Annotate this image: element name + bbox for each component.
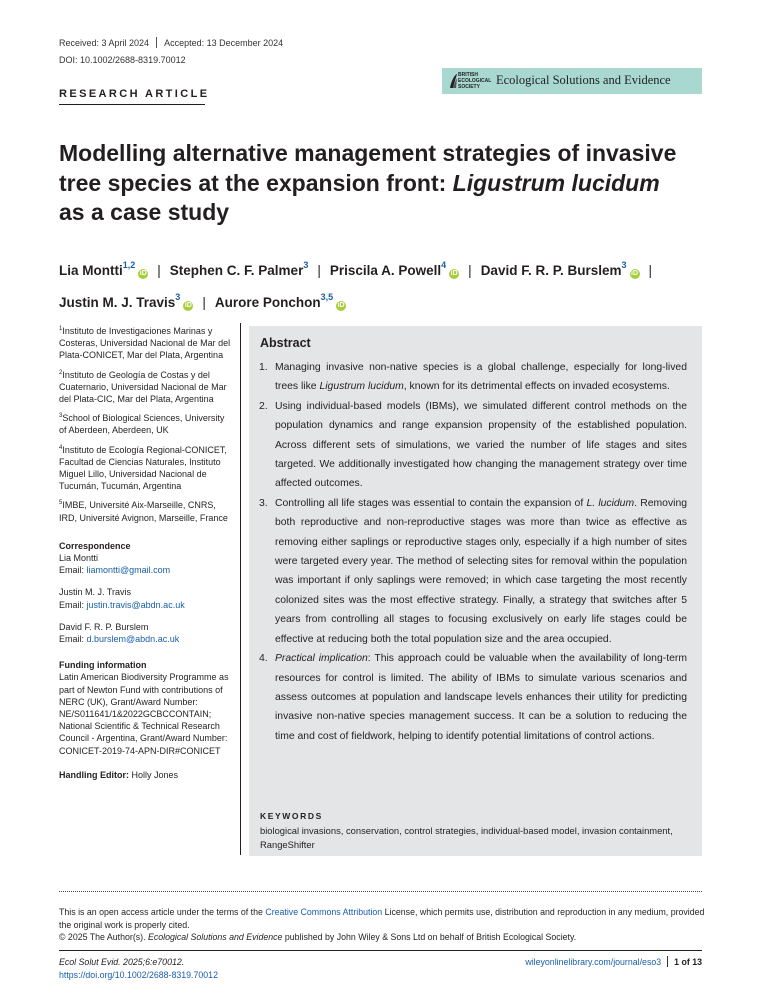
author-affiliation[interactable]: 4 [441,260,447,270]
author-name: Priscila A. Powell [329,263,442,278]
abstract-item-number: 4. [259,653,268,665]
author-affiliation[interactable]: 3 [303,260,309,270]
email-label: Email: [59,599,87,610]
copyright-journal: Ecological Solutions and Evidence [147,932,283,942]
affiliation-text: Instituto de Geología de Costas y del Cuaternario, Universidad Nacional de Mar del Plata-CIC, Mar del Plata, Argentina [59,369,227,405]
abstract-item-number: 3. [259,497,268,509]
contact-name: Justin M. J. Travis [59,587,132,598]
abstract-emphasis: Ligustrum lucidum [319,381,404,393]
author-separator: | [157,263,161,278]
journal-name: Ecological Solutions and Evidence [496,73,671,87]
keywords-heading: KEYWORDS [260,811,323,821]
affiliation-text: IMBE, Université Aix-Marseille, CNRS, IRD, Université Avignon, Marseille, France [59,500,228,523]
journal-banner[interactable] [442,68,702,94]
orcid-icon[interactable]: iD [450,270,458,277]
author[interactable] [329,260,459,278]
affiliation-number: 1 [59,326,63,332]
license-text: License, which permits use, distribution and reproduction in any medium, provided the original work is properly cited. [59,907,705,930]
abstract-heading: Abstract [260,336,311,350]
received-date: Received: 3 April 2024 [59,38,150,48]
abstract-box [249,326,702,856]
abstract-list [259,358,687,746]
abstract-text: : This approach could be valuable when the availability of long-term resources for control is limited. The ability of IBMs to simulate various scenarios and assess outcomes at population and landscape levels enhances their utility for predicting invasive non-native species management success. It can be a solution to reducing the time and cost of fieldwork, helping to identify potential limitations of control actions. [275,653,687,742]
contact-name: Lia Montti [59,553,99,564]
author-affiliation[interactable]: 3,5 [320,292,334,302]
author-affiliation[interactable]: 1,2 [122,260,136,270]
abstract-emphasis: L. lucidum [586,497,635,509]
affiliation-number: 3 [59,413,63,420]
contact-name: David F. R. P. Burslem [59,621,149,632]
spacer [59,611,234,621]
author-name: Justin M. J. Travis [59,295,176,310]
abstract-item [259,494,687,649]
contact-email-row [59,599,234,611]
license-divider [59,891,702,892]
article-doi: DOI: 10.1002/2688-8319.70012 [59,55,186,65]
affiliation [59,497,234,523]
email-link[interactable]: liamontti@gmail.com [86,565,171,576]
author[interactable] [59,260,148,278]
abstract-item [259,358,687,397]
contact-email-row [59,633,234,645]
bes-logo-text: BRITISH ECOLOGICAL SOCIETY [458,72,492,90]
journal-url-link[interactable]: wileyonlinelibrary.com/journal/eso3 [525,957,662,967]
keywords-text: biological invasions, conservation, control strategies, individual-based model, invasion containment, RangeShifter [260,825,673,850]
abstract-item [259,649,687,746]
article-title [59,139,679,228]
affiliation-text: Instituto de Investigaciones Marinas y Costeras, Universidad Nacional de Mar del Plata-CONICET, Mar del Plata, Argentina [59,326,231,361]
email-link[interactable]: d.burslem@abdn.ac.uk [86,634,180,645]
author-separator: | [202,295,206,310]
affiliation [59,410,234,436]
sidebar-info [59,323,234,781]
footer-journal-block [500,956,702,969]
license-notice [59,906,709,944]
email-label: Email: [59,634,87,645]
abstract-text: Managing invasive non-native species is a global challenge, especially for long-lived trees like [275,362,687,393]
affiliation-text: Instituto de Ecología Regional-CONICET, Facultad de Ciencias Naturales, Instituto Miguel Lillo, Universidad Nacional de Tucumán, Tucumán, Argentina [59,444,227,492]
cc-license-link[interactable]: Creative Commons Attribution [265,907,383,917]
footer-rule [59,950,702,951]
funding-heading: Funding information [59,660,147,671]
affiliation [59,442,234,493]
author-name: Aurore Ponchon [214,295,321,310]
author-separator: | [648,263,653,278]
author-affiliation[interactable]: 3 [621,260,627,270]
title-part-1: Modelling alternative management strategies of invasive tree species at the expansion front: [59,140,677,196]
handling-editor-label: Handling Editor: [59,769,129,780]
license-text: This is an open access article under the terms of the [59,907,266,917]
affiliation-number: 4 [59,444,63,451]
author[interactable] [169,260,309,278]
abstract-text: Using individual-based models (IBMs), we simulated different control methods on the population dynamics and range expansion propensity of the established population. Across different sets of simulations, we varied the number of life stages and sites targeted. We additionally investigated how changing the management strategy over time affected outcomes. [275,400,687,490]
abstract-text: Controlling all life stages was essential to contain the expansion of [275,497,587,509]
handling-editor-name: Holly Jones [129,769,179,780]
affiliation-text: School of Biological Sciences, University of Aberdeen, Aberdeen, UK [59,413,225,436]
abstract-text: , known for its detrimental effects on invaded ecosystems. [403,381,670,393]
page-number: 1 of 13 [674,957,702,967]
author-name: Stephen C. F. Palmer [169,263,304,278]
author[interactable] [480,260,640,278]
footer-citation: Ecol Solut Evid. 2025;6:e70012. [59,957,185,967]
contact-email-row [59,564,234,576]
affiliation-number: 2 [59,369,63,376]
article-type-rule [59,104,205,105]
title-part-2: as a case study [59,199,230,225]
affiliation [59,367,234,406]
email-label: Email: [59,565,87,576]
author-affiliation[interactable]: 3 [175,292,181,302]
orcid-icon[interactable]: iD [184,302,192,309]
article-dates [59,37,283,48]
abstract-item [259,397,687,494]
author-name: David F. R. P. Burslem [480,263,622,278]
spacer [59,576,234,586]
funding-text: Latin American Biodiversity Programme as part of Newton Fund with contributions of NERC (UK), Grant/Award Number: NE/S011641/1&2022GCBCCONTAIN; National Scientific & Technical Research Council - Argentina, Grant/Award Number: CONICET-2019-74-APN-DIR#CONICET [59,672,229,756]
author[interactable] [214,292,346,310]
author[interactable] [59,292,193,310]
accepted-date: Accepted: 13 December 2024 [164,38,284,48]
author-separator: | [468,263,472,278]
affiliation-number: 5 [59,500,63,507]
copyright-text: published by John Wiley & Sons Ltd on behalf of British Ecological Society. [282,932,577,942]
footer-separator [667,956,668,967]
affiliation [59,323,234,362]
email-link[interactable]: justin.travis@abdn.ac.uk [86,599,185,610]
title-species: Ligustrum lucidum [452,169,660,196]
date-separator [156,37,157,48]
column-divider [240,323,241,855]
abstract-emphasis: Practical implication [275,653,368,665]
handling-editor [59,769,234,781]
copyright-text: © 2025 The Author(s). [59,932,148,942]
article-type: RESEARCH ARTICLE [59,88,210,100]
footer-doi-link[interactable]: https://doi.org/10.1002/2688-8319.70012 [59,970,218,980]
abstract-text: . Removing both reproductive and non-reproductive stages was more than twice as effective as removing either saplings or reproductive stages only, especially if a high number of sites were targeted every year. The method of selecting sites for removal within the population was important if only saplings were removed; in which case targeting the most recently colonized sites was the most effective strategy. Finally, a strategy that switches after 5 years from controlling all stages to focusing exclusively on early life stages could be effective at reducing both the total population size and the area occupied. [275,497,688,645]
footer-citation-block [59,956,218,982]
correspondence-heading: Correspondence [59,540,131,551]
abstract-item-number: 2. [259,400,268,412]
author-list [59,252,719,316]
author-name: Lia Montti [59,263,123,278]
abstract-item-number: 1. [259,362,268,373]
orcid-icon[interactable]: iD [631,270,639,277]
orcid-icon[interactable]: iD [337,302,345,309]
author-separator: | [317,263,321,278]
orcid-icon[interactable]: iD [139,270,147,277]
